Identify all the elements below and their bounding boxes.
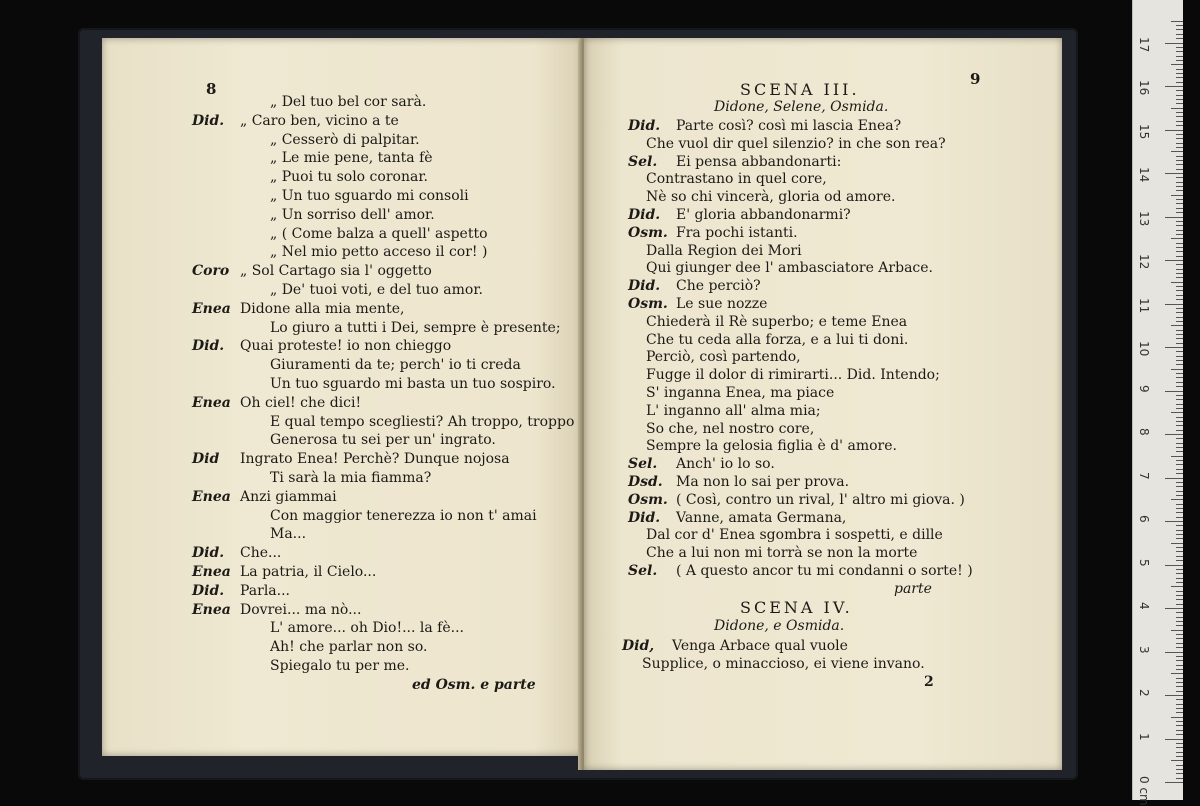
ruler-tick bbox=[1176, 765, 1183, 766]
verse-line: „ Sol Cartago sia l' oggetto bbox=[240, 263, 432, 280]
ruler-tick bbox=[1176, 678, 1183, 679]
ruler-tick bbox=[1176, 277, 1183, 278]
page-number: 8 bbox=[206, 80, 217, 98]
ruler-tick bbox=[1176, 169, 1183, 170]
speaker-label: Osm. bbox=[628, 296, 668, 312]
ruler-tick bbox=[1176, 29, 1183, 30]
ruler-tick bbox=[1176, 317, 1183, 318]
ruler-tick bbox=[1176, 491, 1183, 492]
ruler-tick bbox=[1176, 573, 1183, 574]
ruler-tick bbox=[1176, 599, 1183, 600]
ruler-tick bbox=[1176, 208, 1183, 209]
ruler-tick bbox=[1176, 77, 1183, 78]
ruler-tick bbox=[1171, 151, 1183, 152]
ruler-tick bbox=[1176, 769, 1183, 770]
speaker-label: Did, bbox=[622, 638, 655, 654]
ruler-tick bbox=[1176, 625, 1183, 626]
ruler-tick bbox=[1176, 308, 1183, 309]
ruler-tick bbox=[1176, 756, 1183, 757]
ruler-tick bbox=[1176, 56, 1183, 57]
ruler-tick bbox=[1171, 238, 1183, 239]
ruler-tick bbox=[1176, 334, 1183, 335]
left-page bbox=[102, 38, 582, 756]
speaker-label: Did. bbox=[628, 118, 661, 134]
ruler-label: 8 bbox=[1137, 428, 1151, 436]
ruler-tick bbox=[1176, 38, 1183, 39]
ruler-tick bbox=[1176, 486, 1183, 487]
ruler-tick bbox=[1176, 186, 1183, 187]
ruler-tick bbox=[1176, 638, 1183, 639]
ruler-tick bbox=[1176, 273, 1183, 274]
ruler-label: 5 bbox=[1137, 558, 1151, 567]
ruler-tick bbox=[1176, 417, 1183, 418]
ruler-tick bbox=[1176, 60, 1183, 61]
speaker-label: Did bbox=[192, 451, 220, 468]
ruler-tick bbox=[1176, 604, 1183, 605]
ruler-tick bbox=[1176, 721, 1183, 722]
ruler-tick bbox=[1176, 460, 1183, 461]
ruler-tick bbox=[1176, 538, 1183, 539]
speaker-label: Osm. bbox=[628, 224, 668, 241]
ruler-tick bbox=[1176, 595, 1183, 596]
ruler-tick bbox=[1176, 730, 1183, 731]
ruler-tick bbox=[1176, 138, 1183, 139]
ruler-tick bbox=[1176, 286, 1183, 287]
ruler-tick bbox=[1176, 99, 1183, 100]
ruler-tick bbox=[1165, 391, 1183, 392]
ruler-tick bbox=[1176, 447, 1183, 448]
ruler-tick bbox=[1176, 190, 1183, 191]
ruler-label: 16 bbox=[1137, 80, 1151, 96]
ruler-tick bbox=[1171, 195, 1183, 196]
verse-line: Generosa tu sei per un' ingrato. bbox=[270, 432, 496, 449]
verse-line: parte bbox=[894, 580, 932, 597]
verse-line: Oh ciel! che dici! bbox=[240, 394, 362, 411]
signature-mark: 2 bbox=[924, 674, 934, 690]
ruler-label: 6 bbox=[1137, 515, 1151, 523]
ruler-tick bbox=[1165, 434, 1183, 435]
speaker-label: Did. bbox=[192, 338, 225, 355]
ruler-tick bbox=[1176, 90, 1183, 91]
ruler-tick bbox=[1176, 356, 1183, 357]
ruler-tick bbox=[1176, 51, 1183, 52]
ruler-tick bbox=[1171, 630, 1183, 631]
ruler-tick bbox=[1176, 251, 1183, 252]
verse-line: Che tu ceda alla forza, e a lui ti doni. bbox=[646, 331, 909, 348]
ruler-tick bbox=[1176, 230, 1183, 231]
verse-line: Fugge il dolor di rimirarti... Did. Intendo; bbox=[646, 367, 940, 384]
ruler-tick bbox=[1165, 217, 1183, 218]
ruler-tick bbox=[1165, 565, 1183, 566]
ruler-label: 14 bbox=[1137, 167, 1151, 183]
ruler-tick bbox=[1176, 612, 1183, 613]
ruler-tick bbox=[1176, 121, 1183, 122]
verse-line: Spiegalo tu per me. bbox=[270, 658, 410, 674]
verse-line: Contrastano in quel core, bbox=[646, 171, 827, 188]
verse-line: Ei pensa abbandonarti: bbox=[676, 153, 842, 170]
scene-heading: SCENA IV. bbox=[740, 598, 853, 617]
ruler-label: 10 bbox=[1137, 341, 1151, 357]
ruler-tick bbox=[1176, 343, 1183, 344]
ruler-tick bbox=[1165, 478, 1183, 479]
verse-line: Ma non lo sai per prova. bbox=[676, 474, 850, 490]
speaker-label: Enea bbox=[192, 601, 231, 618]
ruler-tick bbox=[1171, 282, 1183, 283]
verse-line: ed Osm. e parte bbox=[412, 676, 536, 693]
ruler-tick bbox=[1165, 304, 1183, 305]
ruler-tick bbox=[1176, 203, 1183, 204]
ruler-tick bbox=[1165, 695, 1183, 696]
verse-line: E qual tempo scegliesti? Ah troppo, troppo bbox=[270, 413, 575, 430]
ruler-tick bbox=[1176, 221, 1183, 222]
verse-line: Ti sarà la mia fiamma? bbox=[270, 470, 432, 486]
ruler-tick bbox=[1176, 547, 1183, 548]
ruler-label: 7 bbox=[1137, 471, 1151, 480]
verse-line: Un tuo sguardo mi basta un tuo sospiro. bbox=[270, 376, 556, 392]
ruler-tick bbox=[1165, 608, 1183, 609]
ruler-tick bbox=[1176, 495, 1183, 496]
ruler-tick bbox=[1176, 69, 1183, 70]
verse-line: „ Un sorriso dell' amor. bbox=[270, 206, 435, 223]
verse-line: „ De' tuoi voti, e del tuo amor. bbox=[270, 282, 483, 298]
ruler-tick bbox=[1176, 295, 1183, 296]
ruler-tick bbox=[1176, 704, 1183, 705]
speaker-label: Did. bbox=[628, 207, 661, 223]
ruler-tick bbox=[1176, 404, 1183, 405]
ruler-tick bbox=[1176, 290, 1183, 291]
verse-line: Didone alla mia mente, bbox=[240, 300, 405, 317]
ruler-tick bbox=[1176, 116, 1183, 117]
speaker-label: Sel. bbox=[628, 153, 658, 170]
ruler-label: 4 bbox=[1137, 602, 1151, 610]
ruler-tick bbox=[1176, 699, 1183, 700]
ruler-label: 17 bbox=[1137, 36, 1151, 52]
ruler-tick bbox=[1176, 451, 1183, 452]
ruler-tick bbox=[1176, 656, 1183, 657]
speaker-label: Dsd. bbox=[628, 474, 663, 490]
ruler-tick bbox=[1176, 617, 1183, 618]
ruler-tick bbox=[1165, 43, 1183, 44]
speaker-label: Did. bbox=[628, 509, 661, 526]
ruler-tick bbox=[1176, 669, 1183, 670]
verse-line: Giuramenti da te; perch' io ti creda bbox=[270, 357, 521, 374]
verse-line: „ Cesserò di palpitar. bbox=[270, 131, 420, 148]
ruler-tick bbox=[1176, 634, 1183, 635]
verse-line: Dal cor d' Enea sgombra i sospetti, e dille bbox=[646, 527, 943, 544]
ruler-tick bbox=[1176, 234, 1183, 235]
ruler-tick bbox=[1176, 773, 1183, 774]
verse-line: ( A questo ancor tu mi condanni o sorte! ) bbox=[676, 563, 973, 579]
page-number: 9 bbox=[970, 70, 981, 88]
ruler-tick bbox=[1176, 73, 1183, 74]
ruler-tick bbox=[1176, 351, 1183, 352]
ruler-tick bbox=[1165, 260, 1183, 261]
ruler-tick bbox=[1176, 473, 1183, 474]
verse-line: Con maggior tenerezza io non t' amai bbox=[270, 507, 537, 524]
scene-characters: Didone, Selene, Osmida. bbox=[714, 99, 889, 115]
speaker-label: Enea bbox=[192, 488, 231, 505]
ruler-tick bbox=[1176, 243, 1183, 244]
verse-line: Fra pochi istanti. bbox=[676, 224, 798, 241]
verse-line: Qui giunger dee l' ambasciatore Arbace. bbox=[646, 260, 933, 277]
right-page bbox=[584, 38, 1062, 770]
ruler-tick bbox=[1171, 543, 1183, 544]
verse-line: „ Un tuo sguardo mi consoli bbox=[270, 188, 469, 204]
verse-line: Dovrei... ma nò... bbox=[240, 601, 362, 618]
ruler-tick bbox=[1176, 125, 1183, 126]
ruler-tick bbox=[1176, 621, 1183, 622]
ruler-tick bbox=[1176, 338, 1183, 339]
ruler-tick bbox=[1171, 64, 1183, 65]
verse-line: L' inganno all' alma mia; bbox=[646, 402, 821, 419]
ruler-tick bbox=[1176, 134, 1183, 135]
verse-line: Che... bbox=[240, 545, 282, 562]
speaker-label: Did. bbox=[192, 545, 225, 562]
verse-line: S' inganna Enea, ma piace bbox=[646, 385, 835, 401]
verse-line: Supplice, o minaccioso, ei viene invano. bbox=[642, 656, 925, 672]
ruler-label: 11 bbox=[1137, 297, 1151, 313]
ruler-tick bbox=[1176, 525, 1183, 526]
ruler-tick bbox=[1176, 665, 1183, 666]
ruler-tick bbox=[1176, 708, 1183, 709]
ruler-tick bbox=[1171, 586, 1183, 587]
ruler-tick bbox=[1176, 34, 1183, 35]
ruler-tick bbox=[1176, 647, 1183, 648]
ruler-tick bbox=[1171, 673, 1183, 674]
ruler-tick bbox=[1171, 456, 1183, 457]
ruler-tick bbox=[1176, 330, 1183, 331]
ruler-tick bbox=[1176, 212, 1183, 213]
verse-line: „ Le mie pene, tanta fè bbox=[270, 150, 433, 167]
verse-line: Ingrato Enea! Perchè? Dunque nojosa bbox=[240, 451, 510, 468]
ruler-tick bbox=[1176, 560, 1183, 561]
ruler-tick bbox=[1176, 686, 1183, 687]
ruler-tick bbox=[1176, 256, 1183, 257]
ruler-label: 9 bbox=[1137, 384, 1151, 393]
ruler-tick bbox=[1176, 312, 1183, 313]
ruler-tick bbox=[1176, 712, 1183, 713]
ruler-tick bbox=[1176, 103, 1183, 104]
ruler-tick bbox=[1176, 734, 1183, 735]
ruler-tick bbox=[1176, 164, 1183, 165]
ruler-label: 1 bbox=[1137, 732, 1151, 741]
ruler-tick bbox=[1176, 569, 1183, 570]
ruler-tick bbox=[1176, 660, 1183, 661]
verse-line: Anch' io lo so. bbox=[676, 456, 775, 473]
ruler-tick bbox=[1165, 347, 1183, 348]
ruler-label: 3 bbox=[1137, 645, 1151, 654]
ruler-tick bbox=[1176, 160, 1183, 161]
ruler-tick bbox=[1165, 86, 1183, 87]
ruler-tick bbox=[1176, 182, 1183, 183]
ruler-tick bbox=[1176, 556, 1183, 557]
ruler-tick bbox=[1176, 578, 1183, 579]
ruler-tick bbox=[1176, 517, 1183, 518]
ruler-tick bbox=[1176, 199, 1183, 200]
ruler-tick bbox=[1176, 534, 1183, 535]
ruler-tick bbox=[1176, 373, 1183, 374]
verse-line: „ ( Come balza a quell' aspetto bbox=[270, 225, 488, 242]
ruler-tick bbox=[1176, 25, 1183, 26]
ruler-tick bbox=[1176, 512, 1183, 513]
scene-characters: Didone, e Osmida. bbox=[714, 618, 845, 634]
speaker-label: Enea bbox=[192, 394, 231, 411]
ruler-tick bbox=[1176, 508, 1183, 509]
verse-line: Che a lui non mi torrà se non la morte bbox=[646, 545, 918, 562]
ruler-tick bbox=[1165, 130, 1183, 131]
verse-line: ( Così, contro un rival, l' altro mi giova. ) bbox=[676, 491, 965, 508]
ruler-tick bbox=[1176, 112, 1183, 113]
ruler-tick bbox=[1176, 725, 1183, 726]
ruler-tick bbox=[1176, 382, 1183, 383]
ruler-tick bbox=[1176, 408, 1183, 409]
ruler-tick bbox=[1176, 682, 1183, 683]
verse-line: „ Puoi tu solo coronar. bbox=[270, 169, 428, 186]
ruler-tick bbox=[1176, 264, 1183, 265]
speaker-label: Enea bbox=[192, 564, 231, 580]
ruler-tick bbox=[1176, 591, 1183, 592]
ruler-tick bbox=[1176, 177, 1183, 178]
ruler-tick bbox=[1165, 521, 1183, 522]
scene-heading: SCENA III. bbox=[740, 80, 860, 99]
ruler-tick bbox=[1176, 443, 1183, 444]
verse-line: Perciò, così partendo, bbox=[646, 349, 801, 366]
ruler-tick bbox=[1176, 530, 1183, 531]
ruler-tick bbox=[1165, 739, 1183, 740]
verse-line: „ Nel mio petto acceso il cor! ) bbox=[270, 244, 488, 261]
verse-line: Lo giuro a tutti i Dei, sempre è presente; bbox=[270, 319, 561, 336]
ruler-tick bbox=[1176, 269, 1183, 270]
ruler-tick bbox=[1176, 469, 1183, 470]
ruler-tick bbox=[1171, 760, 1183, 761]
ruler-tick bbox=[1176, 752, 1183, 753]
speaker-label: Did. bbox=[192, 582, 225, 599]
verse-line: Vanne, amata Germana, bbox=[676, 509, 847, 526]
ruler-tick bbox=[1165, 782, 1183, 783]
verse-line: Anzi giammai bbox=[240, 488, 337, 505]
ruler-tick bbox=[1176, 395, 1183, 396]
ruler-tick bbox=[1171, 717, 1183, 718]
ruler-tick bbox=[1171, 325, 1183, 326]
verse-line: Parte così? così mi lascia Enea? bbox=[676, 118, 902, 134]
speaker-label: Osm. bbox=[628, 491, 668, 508]
ruler-tick bbox=[1176, 778, 1183, 779]
verse-line: Che vuol dir quel silenzio? in che son rea? bbox=[646, 135, 946, 152]
speaker-label: Sel. bbox=[628, 563, 658, 579]
ruler-tick bbox=[1176, 504, 1183, 505]
ruler-tick bbox=[1176, 147, 1183, 148]
verse-line: „ Caro ben, vicino a te bbox=[240, 112, 399, 129]
ruler-tick bbox=[1176, 747, 1183, 748]
ruler-tick bbox=[1176, 377, 1183, 378]
ruler-label: 2 bbox=[1137, 689, 1151, 697]
ruler-tick bbox=[1176, 360, 1183, 361]
ruler-tick bbox=[1165, 652, 1183, 653]
ruler-tick bbox=[1176, 551, 1183, 552]
ruler-label: 0 cm bbox=[1137, 776, 1151, 806]
ruler-tick bbox=[1176, 438, 1183, 439]
ruler-tick bbox=[1176, 82, 1183, 83]
speaker-label: Sel. bbox=[628, 456, 658, 473]
verse-line: Parla... bbox=[240, 582, 291, 599]
verse-line: La patria, il Cielo... bbox=[240, 564, 377, 580]
ruler-tick bbox=[1171, 369, 1183, 370]
ruler-tick bbox=[1171, 21, 1183, 22]
verse-line: Le sue nozze bbox=[676, 296, 768, 312]
ruler-label: 13 bbox=[1137, 210, 1151, 226]
verse-line: Dalla Region dei Mori bbox=[646, 242, 802, 259]
ruler-tick bbox=[1176, 225, 1183, 226]
ruler-tick bbox=[1165, 173, 1183, 174]
ruler-tick bbox=[1176, 399, 1183, 400]
verse-line: Sempre la gelosia figlia è d' amore. bbox=[646, 438, 897, 455]
ruler-tick bbox=[1176, 421, 1183, 422]
ruler-tick bbox=[1176, 156, 1183, 157]
speaker-label: Did. bbox=[192, 112, 225, 129]
speaker-label: Enea bbox=[192, 300, 231, 317]
ruler-tick bbox=[1176, 47, 1183, 48]
speaker-label: Coro bbox=[192, 263, 230, 280]
ruler-label: 15 bbox=[1137, 123, 1151, 139]
ruler-tick bbox=[1176, 364, 1183, 365]
ruler-tick bbox=[1176, 482, 1183, 483]
verse-line: E' gloria abbandonarmi? bbox=[676, 207, 851, 223]
ruler-tick bbox=[1176, 743, 1183, 744]
verse-line: Ma... bbox=[270, 526, 307, 543]
ruler-tick bbox=[1176, 95, 1183, 96]
verse-line: „ Del tuo bel cor sarà. bbox=[270, 94, 427, 110]
verse-line: So che, nel nostro core, bbox=[646, 420, 815, 437]
verse-line: Quai proteste! io non chieggo bbox=[240, 338, 452, 355]
verse-line: L' amore... oh Dio!... la fè... bbox=[270, 620, 464, 637]
ruler-tick bbox=[1176, 425, 1183, 426]
verse-line: Ah! che parlar non so. bbox=[270, 639, 428, 656]
ruler-tick bbox=[1176, 299, 1183, 300]
verse-line: Chiederà il Rè superbo; e teme Enea bbox=[646, 313, 908, 330]
ruler-tick bbox=[1176, 464, 1183, 465]
ruler-tick bbox=[1171, 499, 1183, 500]
ruler-tick bbox=[1176, 691, 1183, 692]
verse-line: Venga Arbace qual vuole bbox=[672, 638, 848, 654]
speaker-label: Did. bbox=[628, 278, 661, 295]
measurement-ruler bbox=[1132, 0, 1183, 806]
verse-line: Nè so chi vincerà, gloria od amore. bbox=[646, 189, 896, 206]
ruler-tick bbox=[1176, 247, 1183, 248]
ruler-tick bbox=[1171, 412, 1183, 413]
ruler-tick bbox=[1176, 643, 1183, 644]
ruler-tick bbox=[1176, 386, 1183, 387]
ruler-tick bbox=[1176, 430, 1183, 431]
ruler-tick bbox=[1176, 582, 1183, 583]
ruler-label: 12 bbox=[1137, 254, 1151, 270]
ruler-tick bbox=[1171, 108, 1183, 109]
ruler-tick bbox=[1176, 321, 1183, 322]
verse-line: Che perciò? bbox=[676, 278, 761, 295]
ruler-tick bbox=[1176, 143, 1183, 144]
